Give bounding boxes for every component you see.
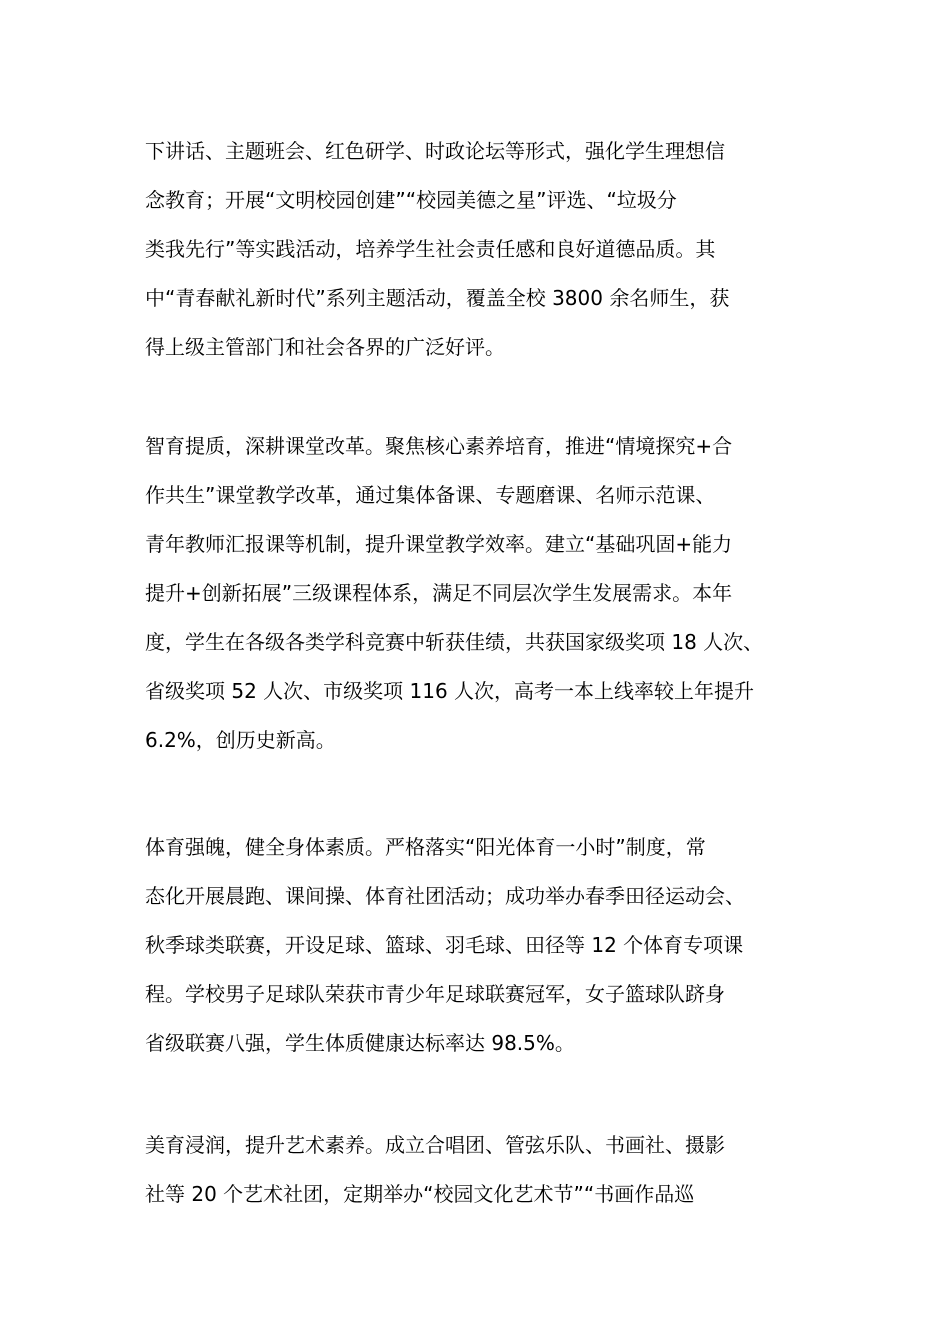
text-line: 作共生”课堂教学改革，通过集体备课、专题磨课、名师示范课、	[145, 483, 716, 507]
text-line: 下讲话、主题班会、红色研学、时政论坛等形式，强化学生理想信	[145, 139, 725, 163]
text-line: 类我先行”等实践活动，培养学生社会责任感和良好道德品质。其	[145, 237, 716, 261]
text-line: 体育强魄，健全身体素质。严格落实“阳光体育一小时”制度，常	[145, 835, 706, 859]
text-line: 提升+创新拓展”三级课程体系，满足不同层次学生发展需求。本年	[145, 581, 733, 605]
text-line: 美育浸润，提升艺术素养。成立合唱团、管弦乐队、书画社、摄影	[145, 1133, 725, 1157]
text-line: 6.2%，创历史新高。	[145, 728, 336, 752]
text-line: 智育提质，深耕课堂改革。聚焦核心素养培育，推进“情境探究+合	[145, 434, 733, 458]
text-line: 态化开展晨跑、课间操、体育社团活动；成功举办春季田径运动会、	[145, 884, 745, 908]
text-line: 省级联赛八强，学生体质健康达标率达 98.5%。	[145, 1031, 575, 1055]
text-line: 省级奖项 52 人次、市级奖项 116 人次，高考一本上线率较上年提升	[145, 679, 755, 703]
text-line: 中“青春献礼新时代”系列主题活动，覆盖全校 3800 余名师生，获	[145, 286, 730, 310]
paragraph-aesthetic-education	[145, 1121, 827, 1219]
text-line: 社等 20 个艺术社团，定期举办“校园文化艺术节”“书画作品巡	[145, 1182, 695, 1206]
text-line: 秋季球类联赛，开设足球、篮球、羽毛球、田径等 12 个体育专项课	[145, 933, 744, 957]
text-line: 得上级主管部门和社会各界的广泛好评。	[145, 335, 505, 359]
text-line: 青年教师汇报课等机制，提升课堂教学效率。建立“基础巩固+能力	[145, 532, 733, 556]
text-line: 程。学校男子足球队荣获市青少年足球联赛冠军，女子篮球队跻身	[145, 982, 725, 1006]
text-line: 念教育；开展“文明校园创建”“校园美德之星”评选、“垃圾分	[145, 188, 677, 212]
text-line: 度，学生在各级各类学科竞赛中斩获佳绩，共获国家级奖项 18 人次、	[145, 630, 764, 654]
paragraph-physical-education	[145, 823, 827, 1068]
paragraph-moral-education	[145, 127, 827, 372]
paragraph-intellectual-education	[145, 422, 827, 765]
